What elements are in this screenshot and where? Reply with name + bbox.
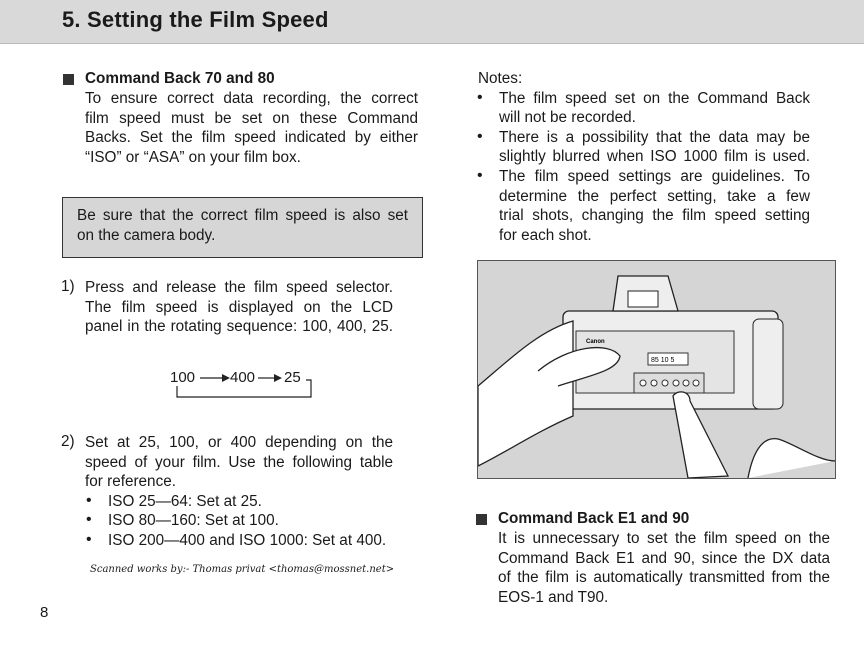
text-line: for each shot. xyxy=(499,226,592,244)
lcd-readout: 85 10 5 xyxy=(651,357,675,364)
section-heading: Command Back 70 and 80 xyxy=(85,70,275,87)
text-line: Press and release the film speed selector. xyxy=(85,279,393,296)
list-item: ISO 200—400 and ISO 1000: Set at 400. xyxy=(108,531,387,549)
text-line: trial shots, changing the film speed setting xyxy=(499,207,810,225)
text-line: It is unnecessary to set the film speed on the xyxy=(498,530,830,547)
section-heading: Command Back E1 and 90 xyxy=(498,510,690,527)
text-line: There is a possibility that the data may be xyxy=(499,128,810,146)
list-item: ISO 25—64: Set at 25. xyxy=(108,492,262,510)
text-line: Be sure that the correct film speed is also set xyxy=(77,207,408,224)
text-line: speed of your film. Use the following table xyxy=(85,453,393,471)
section-header xyxy=(0,0,864,44)
square-bullet-icon xyxy=(476,514,487,525)
sequence-value: 100 xyxy=(170,369,196,386)
step-2 xyxy=(61,433,393,551)
bullet-icon: • xyxy=(477,88,483,106)
command-back-e1-90-section xyxy=(498,509,830,607)
text-line: The film speed set on the Command Back xyxy=(499,89,810,107)
brand-label: Canon xyxy=(586,339,605,345)
list-item: ISO 80—160: Set at 100. xyxy=(108,512,279,530)
text-line: The film speed is displayed on the LCD xyxy=(85,298,393,316)
text-line: will not be recorded. xyxy=(499,109,636,127)
bullet-icon: • xyxy=(477,127,483,145)
step-number: 1) xyxy=(61,278,75,295)
square-bullet-icon xyxy=(63,74,74,85)
bullet-icon: • xyxy=(86,530,92,548)
bullet-icon: • xyxy=(86,511,92,529)
text-line: Backs. Set the film speed indicated by either xyxy=(85,129,418,147)
notes-section xyxy=(478,69,810,245)
text-line: Set at 25, 100, or 400 depending on the xyxy=(85,434,393,451)
bullet-icon: • xyxy=(86,491,92,509)
text-line: To ensure correct data recording, the correct xyxy=(85,90,418,107)
camera-illustration xyxy=(477,260,836,479)
page-number: 8 xyxy=(40,604,49,621)
text-line: “ISO” or “ASA” on your film box. xyxy=(85,148,301,166)
text-line: Command Back E1 and 90, since the DX data xyxy=(498,549,830,567)
sequence-value: 25 xyxy=(284,369,301,386)
camera-back-drawing xyxy=(478,261,835,478)
sequence-value: 400 xyxy=(230,369,256,386)
command-back-70-80-section xyxy=(85,69,418,167)
text-line: on the camera body. xyxy=(77,226,216,244)
note-box xyxy=(62,197,423,258)
text-line: for reference. xyxy=(85,473,176,491)
text-line: EOS-1 and T90. xyxy=(498,588,609,606)
step-number: 2) xyxy=(61,433,75,450)
scan-credit: Scanned works by:- Thomas privat <thomas@mossnet.net> xyxy=(90,564,395,575)
text-line: slightly blurred when ISO 1000 film is used. xyxy=(499,148,810,166)
step-1 xyxy=(61,278,393,337)
bullet-icon: • xyxy=(477,166,483,184)
text-line: The film speed settings are guidelines. To xyxy=(499,167,810,185)
text-line: determine the perfect setting, take a few xyxy=(499,187,810,205)
text-line: of the film is automatically transmitted from the xyxy=(498,569,830,587)
text-line: film speed must be set on these Command xyxy=(85,109,418,127)
text-line: panel in the rotating sequence: 100, 400, 25. xyxy=(85,318,393,336)
notes-label: Notes: xyxy=(478,70,523,87)
page-title: 5. Setting the Film Speed xyxy=(62,7,329,32)
